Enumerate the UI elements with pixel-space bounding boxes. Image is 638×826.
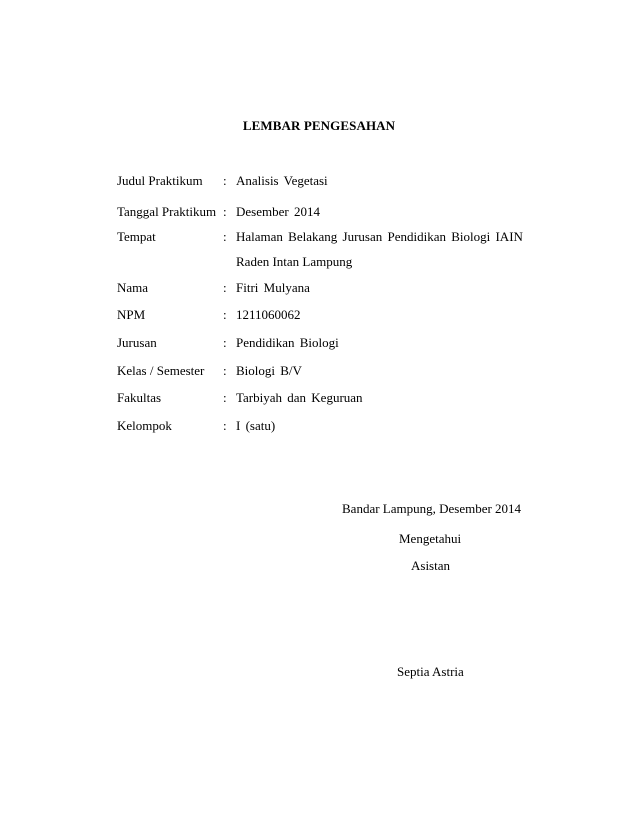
field-label: Jurusan (117, 335, 157, 350)
field-colon: : (223, 335, 227, 350)
field-colon: : (223, 418, 227, 433)
field-colon: : (223, 229, 227, 244)
field-value: Analisis Vegetasi (236, 173, 328, 188)
field-colon: : (223, 173, 227, 188)
signature-acknowledge: Mengetahui (399, 531, 462, 546)
field-colon: : (223, 280, 227, 295)
page-title: LEMBAR PENGESAHAN (242, 118, 396, 133)
field-colon: : (223, 204, 227, 219)
field-label: Tanggal Praktikum (117, 204, 217, 219)
field-value: Tarbiyah dan Keguruan (236, 390, 363, 405)
signature-role: Asistan (411, 558, 450, 573)
signature-name: Septia Astria (397, 664, 464, 679)
field-tempat (117, 228, 537, 272)
field-label: Kelas / Semester (117, 363, 205, 378)
field-label: Judul Praktikum (117, 173, 203, 188)
field-value: Fitri Mulyana (236, 280, 310, 295)
field-label: NPM (117, 307, 146, 322)
signature-place-date: Bandar Lampung, Desember 2014 (342, 501, 522, 516)
field-value-line-2: Raden Intan Lampung (236, 254, 353, 269)
field-value: Pendidikan Biologi (236, 335, 339, 350)
field-fakultas (117, 389, 537, 407)
field-value: Desember 2014 (236, 204, 320, 219)
field-kelas-semester (117, 362, 537, 380)
field-label: Fakultas (117, 390, 162, 405)
field-value: Biologi B/V (236, 363, 302, 378)
field-jurusan (117, 334, 537, 352)
field-kelompok (117, 417, 537, 435)
field-nama (117, 279, 537, 297)
field-value: 1211060062 (236, 307, 301, 322)
field-value: I (satu) (236, 418, 276, 433)
field-npm (117, 306, 537, 324)
field-label: Tempat (117, 229, 156, 244)
field-tanggal-praktikum (117, 203, 537, 221)
field-label: Kelompok (117, 418, 172, 433)
field-label: Nama (117, 280, 149, 295)
field-value: Halaman Belakang Jurusan Pendidikan Biologi IAIN (236, 229, 523, 244)
field-colon: : (223, 390, 227, 405)
field-colon: : (223, 307, 227, 322)
field-colon: : (223, 363, 227, 378)
field-judul-praktikum (117, 172, 537, 190)
